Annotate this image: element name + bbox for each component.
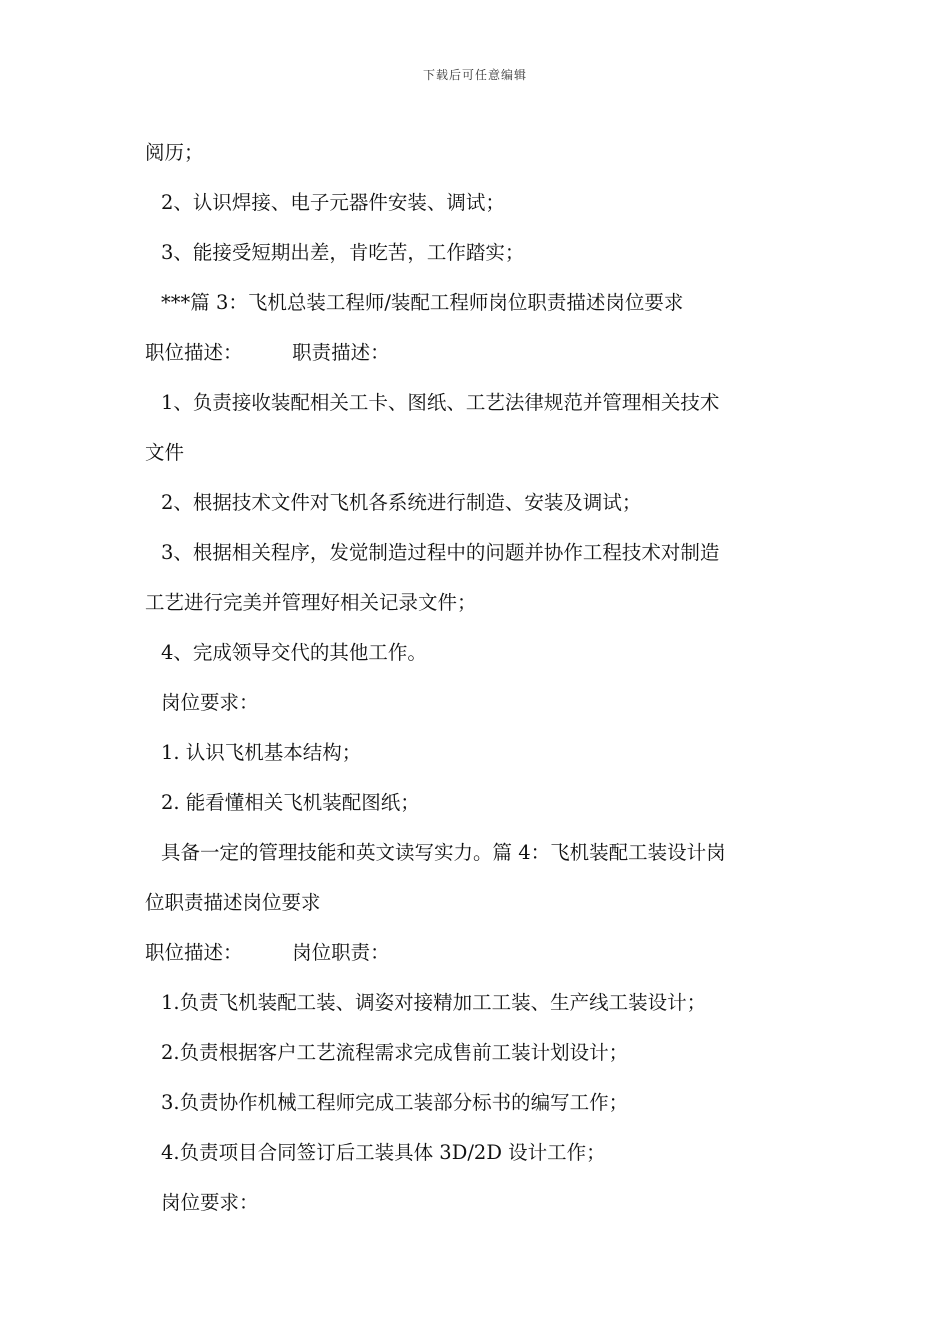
text-line: 职位描述： 岗位职责： bbox=[145, 941, 390, 964]
text-line: 3.负责协作机械工程师完成工装部分标书的编写工作； bbox=[161, 1091, 629, 1114]
text-line: 2、根据技术文件对飞机各系统进行制造、安装及调试； bbox=[161, 491, 642, 514]
text-line: 位职责描述岗位要求 bbox=[145, 891, 321, 914]
text-line: 1. 认识飞机基本结构； bbox=[161, 741, 362, 764]
text-line: 4.负责项目合同签订后工装具体 3D/2D 设计工作； bbox=[161, 1141, 606, 1164]
text-line: 1.负责飞机装配工装、调姿对接精加工工装、生产线工装设计； bbox=[161, 991, 707, 1014]
text-line: 2. 能看懂相关飞机装配图纸； bbox=[161, 791, 420, 814]
document-body bbox=[145, 128, 815, 1228]
text-line: 职位描述： 职责描述： bbox=[145, 341, 390, 364]
text-line: 文件 bbox=[145, 441, 185, 464]
text-line: 2、认识焊接、电子元器件安装、调试； bbox=[161, 191, 505, 214]
text-line: 岗位要求： bbox=[161, 1191, 259, 1214]
text-line: 阅历； bbox=[145, 141, 204, 164]
text-line: 工艺进行完美并管理好相关记录文件； bbox=[145, 591, 477, 614]
text-line: 1、负责接收装配相关工卡、图纸、工艺法律规范并管理相关技术 bbox=[161, 391, 720, 414]
section-heading: 具备一定的管理技能和英文读写实力。篇 4：飞机装配工装设计岗 bbox=[161, 841, 726, 864]
text-line: 3、根据相关程序，发觉制造过程中的问题并协作工程技术对制造 bbox=[161, 541, 720, 564]
text-line: 2.负责根据客户工艺流程需求完成售前工装计划设计； bbox=[161, 1041, 629, 1064]
text-line: 3、能接受短期出差，肯吃苦，工作踏实； bbox=[161, 241, 525, 264]
page-header: 下载后可任意编辑 bbox=[422, 68, 527, 82]
section-heading: ***篇 3：飞机总装工程师/装配工程师岗位职责描述岗位要求 bbox=[161, 291, 684, 314]
text-line: 岗位要求： bbox=[161, 691, 259, 714]
text-line: 4、完成领导交代的其他工作。 bbox=[161, 641, 427, 664]
